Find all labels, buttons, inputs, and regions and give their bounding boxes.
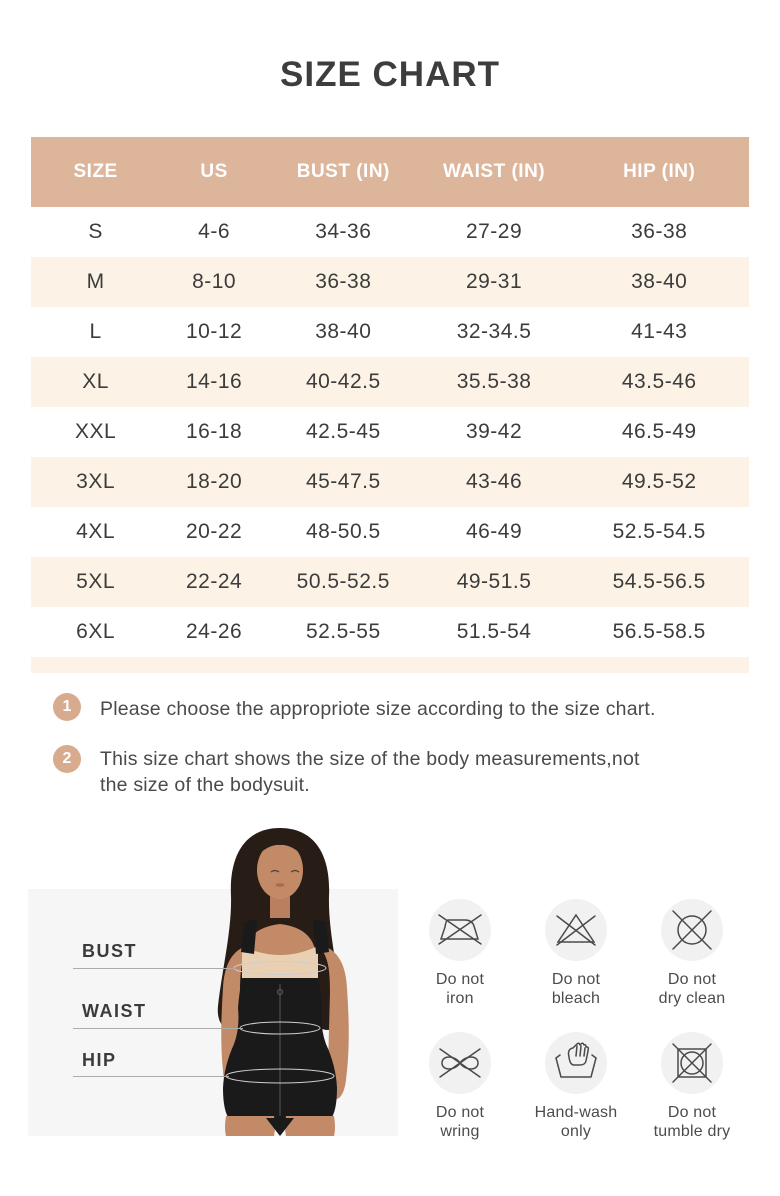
table-cell: 40-42.5 — [305, 370, 381, 393]
table-cell: 52.5-54.5 — [612, 520, 706, 543]
table-row — [31, 307, 749, 357]
table-footer-strip — [31, 657, 749, 673]
model-figure — [180, 822, 390, 1136]
care-label-line: Do not — [667, 971, 717, 988]
table-cell: 46-49 — [465, 520, 523, 543]
table-cell: 29-31 — [465, 270, 523, 293]
table-cell: 49-51.5 — [456, 570, 532, 593]
table-cell: 43.5-46 — [621, 370, 697, 393]
table-cell: 48-50.5 — [305, 520, 381, 543]
waist-line — [73, 1028, 243, 1029]
care-label-line: Hand-wash — [534, 1104, 618, 1121]
care-item-do-not-dry-clean — [634, 899, 750, 1008]
table-row — [31, 257, 749, 307]
care-item-hand-wash-only — [518, 1032, 634, 1141]
table-cell: M — [86, 270, 105, 293]
page-title: SIZE CHART — [280, 55, 500, 94]
table-cell: 22-24 — [185, 570, 243, 593]
do-not-wring-icon — [434, 1037, 486, 1089]
table-cell: 36-38 — [631, 220, 688, 243]
table-cell: L — [89, 320, 102, 343]
column-header-waist: WAIST (IN) — [443, 161, 546, 182]
table-row — [31, 607, 749, 657]
care-label-line: tumble dry — [653, 1123, 731, 1140]
do-not-dry-clean-icon — [666, 904, 718, 956]
table-header-row — [31, 137, 749, 207]
care-instructions-grid — [402, 899, 750, 1141]
note-1-number-badge: 1 — [53, 693, 81, 721]
table-cell: 56.5-58.5 — [612, 620, 706, 643]
column-header-size: SIZE — [73, 161, 118, 182]
table-cell: 38-40 — [631, 270, 688, 293]
table-cell: 50.5-52.5 — [296, 570, 390, 593]
table-row — [31, 507, 749, 557]
note-2-number-badge: 2 — [53, 745, 81, 773]
table-cell: 18-20 — [185, 470, 243, 493]
care-label-line: Do not — [667, 1104, 717, 1121]
table-cell: 38-40 — [315, 320, 372, 343]
hip-line — [73, 1076, 229, 1077]
care-item-do-not-tumble-dry — [634, 1032, 750, 1141]
table-cell: 41-43 — [631, 320, 688, 343]
table-row — [31, 207, 749, 257]
do-not-iron-icon — [434, 904, 486, 956]
table-cell: 5XL — [76, 570, 116, 593]
table-cell: 8-10 — [192, 270, 237, 293]
table-cell: XXL — [75, 420, 117, 443]
care-item-do-not-wring — [402, 1032, 518, 1141]
table-cell: 27-29 — [465, 220, 523, 243]
care-label-line: bleach — [551, 990, 601, 1007]
table-row — [31, 357, 749, 407]
table-cell: 24-26 — [185, 620, 243, 643]
table-cell: 46.5-49 — [621, 420, 697, 443]
table-cell: 49.5-52 — [621, 470, 697, 493]
care-label-line: Do not — [435, 1104, 485, 1121]
note-2-text: This size chart shows the size of the body measurements,not the size of the bodysuit. — [100, 748, 640, 796]
table-cell: 52.5-55 — [305, 620, 381, 643]
care-label-line: dry clean — [658, 990, 726, 1007]
table-cell: 16-18 — [185, 420, 243, 443]
table-cell: 51.5-54 — [456, 620, 532, 643]
table-body — [31, 207, 749, 657]
table-cell: 36-38 — [315, 270, 372, 293]
waist-label: WAIST — [82, 1001, 147, 1021]
care-item-do-not-bleach — [518, 899, 634, 1008]
care-item-do-not-iron — [402, 899, 518, 1008]
table-cell: 42.5-45 — [305, 420, 381, 443]
table-cell: 20-22 — [185, 520, 243, 543]
care-label-line: Do not — [435, 971, 485, 988]
table-cell: 35.5-38 — [456, 370, 532, 393]
do-not-tumble-dry-icon — [666, 1037, 718, 1089]
note-1-text: Please choose the appropriote size according to the size chart. — [100, 698, 656, 720]
table-cell: 6XL — [76, 620, 116, 643]
table-cell: 34-36 — [315, 220, 372, 243]
table-cell: 4-6 — [198, 220, 230, 243]
table-cell: 14-16 — [185, 370, 243, 393]
table-cell: 4XL — [76, 520, 116, 543]
do-not-bleach-icon — [550, 904, 602, 956]
column-header-hip: HIP (IN) — [623, 161, 696, 182]
bust-line — [73, 968, 235, 969]
hand-wash-only-icon — [550, 1037, 602, 1089]
table-cell: 10-12 — [185, 320, 243, 343]
table-cell: 3XL — [76, 470, 116, 493]
column-header-us: US — [200, 161, 228, 182]
table-cell: 39-42 — [465, 420, 523, 443]
column-header-bust: BUST (IN) — [296, 161, 390, 182]
table-row — [31, 407, 749, 457]
table-row — [31, 557, 749, 607]
table-cell: 43-46 — [465, 470, 523, 493]
table-row — [31, 457, 749, 507]
bust-label: BUST — [82, 941, 137, 961]
table-cell: 54.5-56.5 — [612, 570, 706, 593]
table-cell: S — [88, 220, 103, 243]
table-cell: 32-34.5 — [456, 320, 532, 343]
care-label-line: only — [560, 1123, 592, 1140]
table-cell: XL — [82, 370, 109, 393]
care-label-line: Do not — [551, 971, 601, 988]
table-cell: 45-47.5 — [305, 470, 381, 493]
size-table — [31, 137, 749, 673]
care-label-line: iron — [446, 990, 474, 1007]
hip-label: HIP — [82, 1050, 117, 1070]
care-label-line: wring — [440, 1123, 480, 1140]
